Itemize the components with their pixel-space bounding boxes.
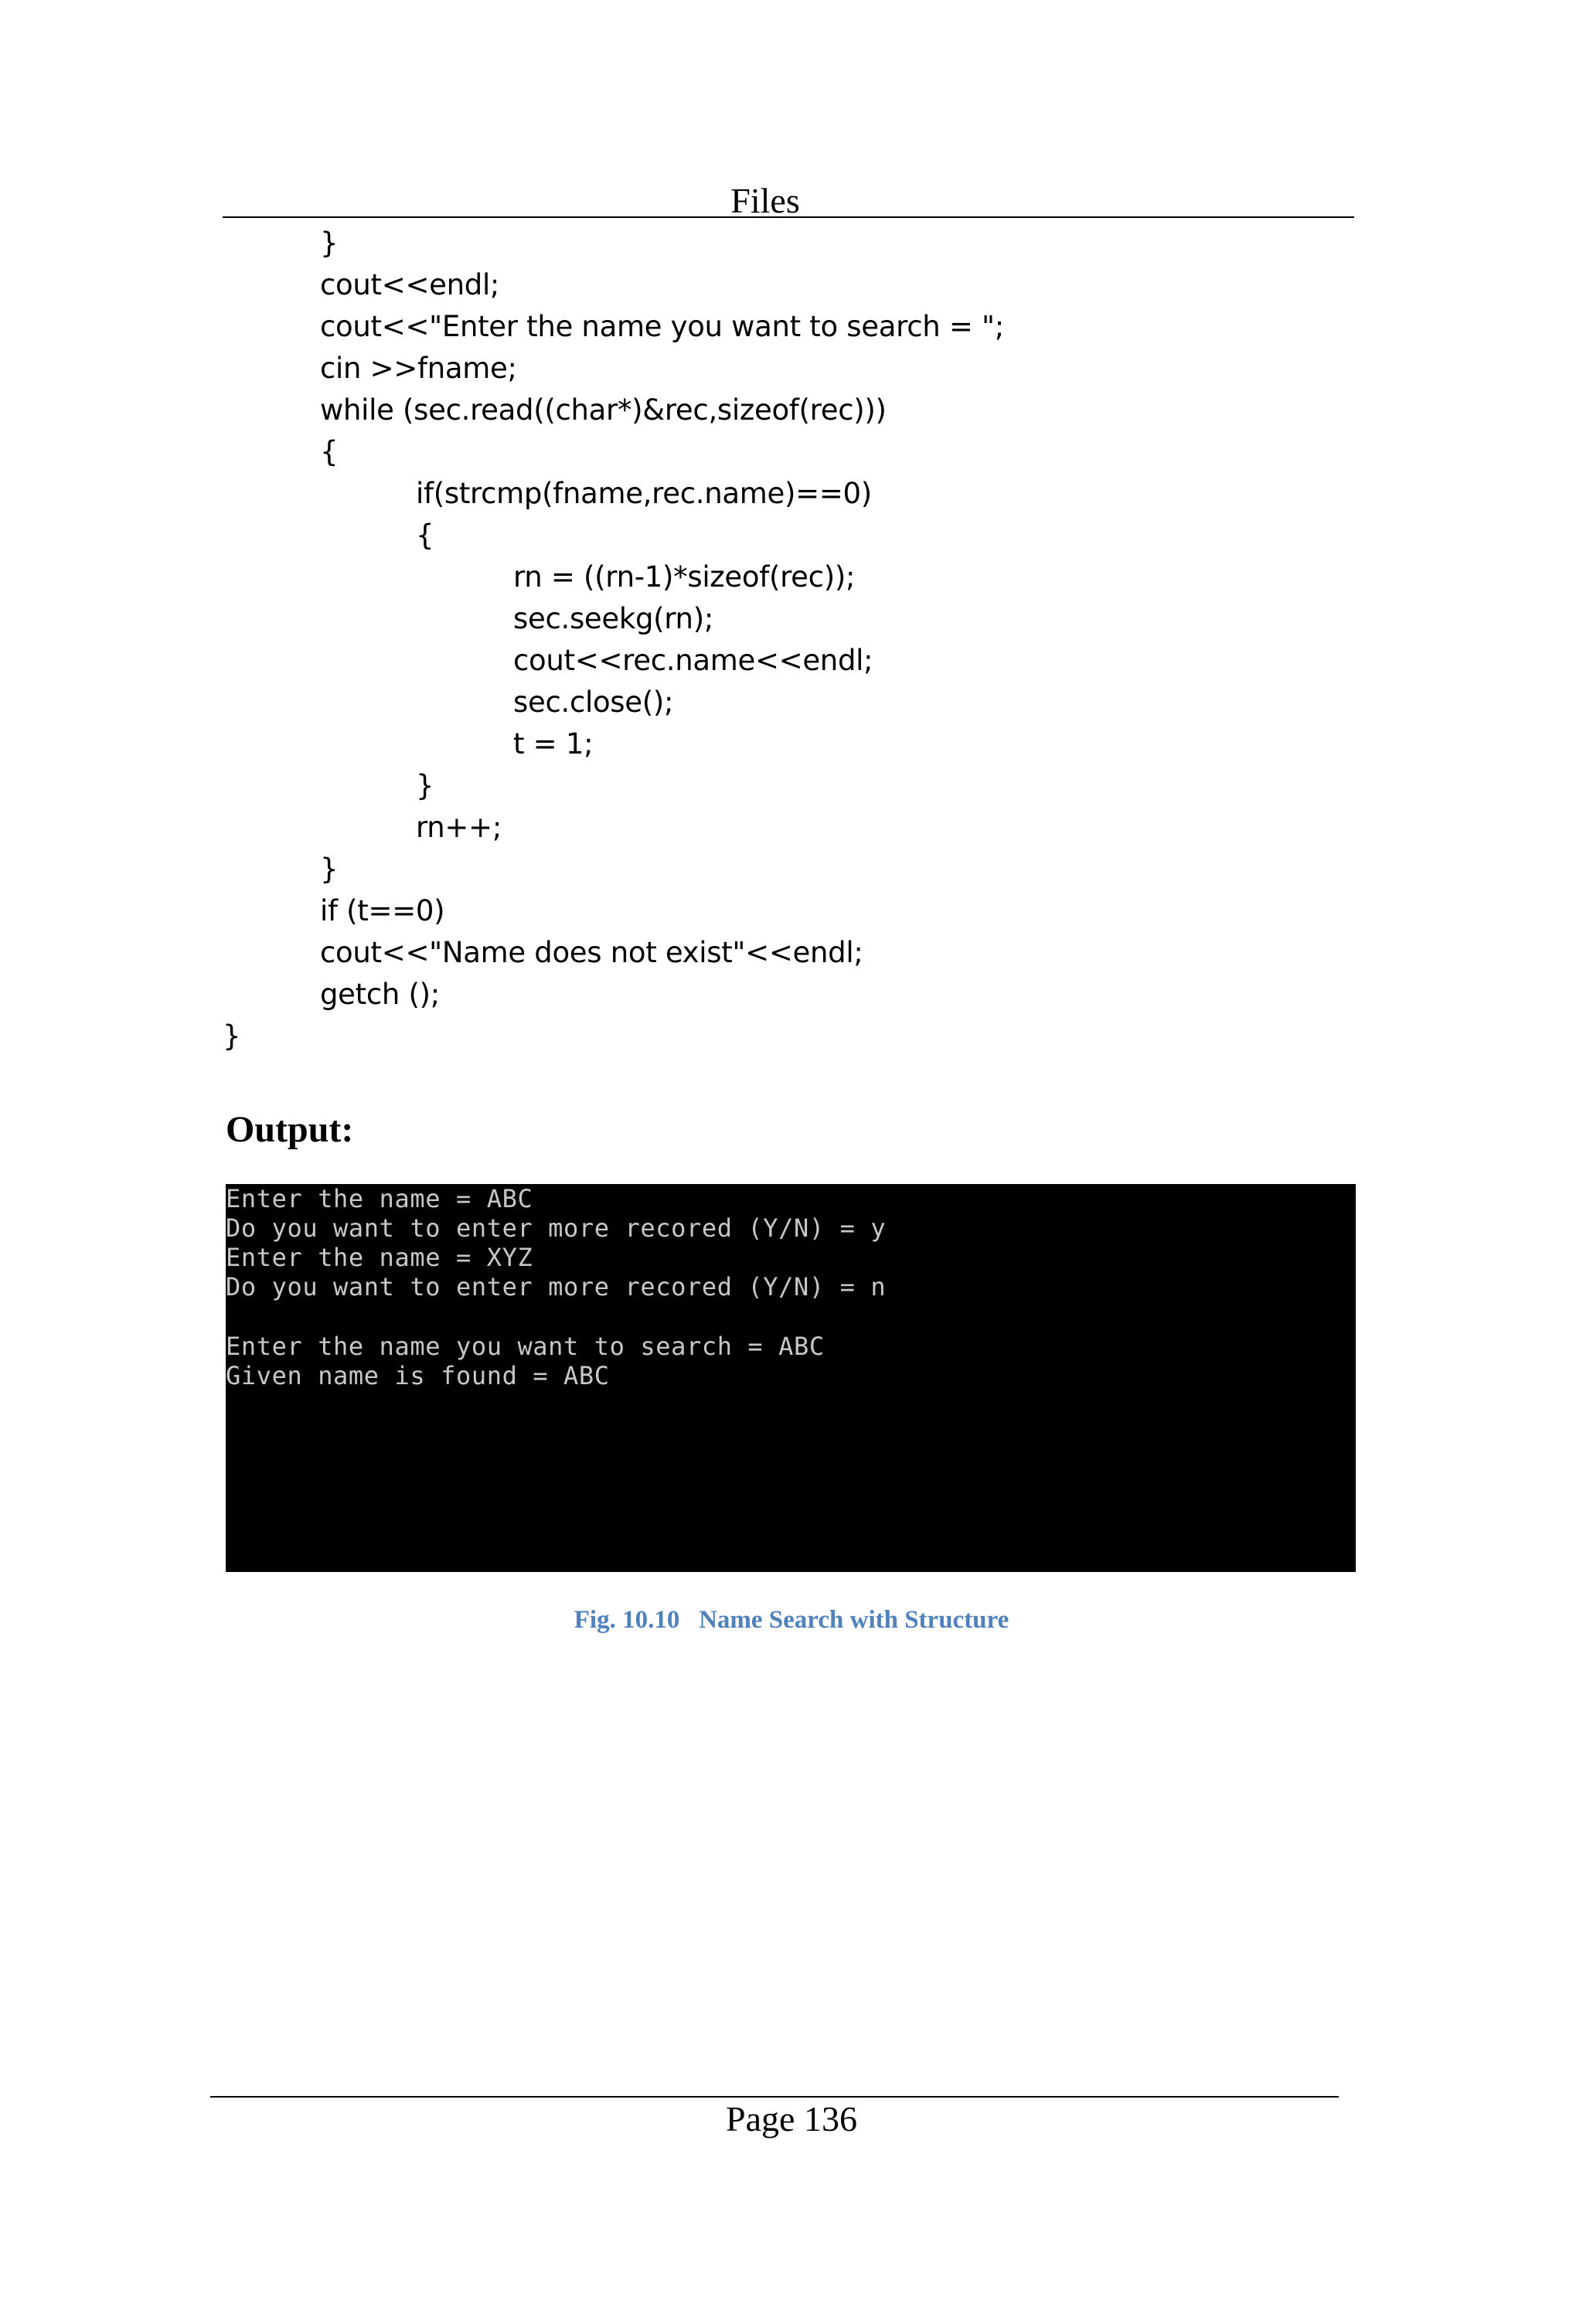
code-line: { [416,519,434,552]
code-line: cout<<rec.name<<endl; [513,644,873,677]
header-rule [223,216,1354,218]
console-line: Enter the name you want to search = ABC [226,1332,825,1361]
code-line: } [223,1019,241,1053]
code-line: while (sec.read((char*)&rec,sizeof(rec))) [320,393,887,427]
figure-caption: Fig. 10.10 Name Search with Structure [574,1606,1009,1634]
console-line: Enter the name = XYZ [226,1243,533,1272]
page-header-title: Files [730,181,800,220]
code-line: } [320,226,339,260]
console-output [226,1184,1356,1572]
code-line: rn = ((rn-1)*sizeof(rec)); [513,560,856,594]
code-line: rn++; [416,811,502,844]
code-line: if (t==0) [320,894,445,927]
code-line: getch (); [320,978,440,1011]
output-heading: Output: [226,1109,354,1150]
code-line: } [416,769,434,802]
code-line: sec.seekg(rn); [513,602,714,635]
code-line: } [320,852,339,886]
console-line: Do you want to enter more recored (Y/N) = n [226,1272,887,1302]
code-line: if(strcmp(fname,rec.name)==0) [416,477,872,510]
code-line: cout<<"Enter the name you want to search = "; [320,310,1004,343]
code-line: { [320,435,339,468]
console-line: Do you want to enter more recored (Y/N) = y [226,1213,887,1243]
code-line: cout<<endl; [320,268,500,301]
code-line: t = 1; [513,727,594,760]
code-line: cout<<"Name does not exist"<<endl; [320,936,863,969]
code-line: cin >>fname; [320,352,517,385]
page-number: Page 136 [726,2099,857,2139]
console-line: Enter the name = ABC [226,1184,533,1213]
code-line: sec.close(); [513,686,674,719]
console-line: Given name is found = ABC [226,1361,610,1390]
